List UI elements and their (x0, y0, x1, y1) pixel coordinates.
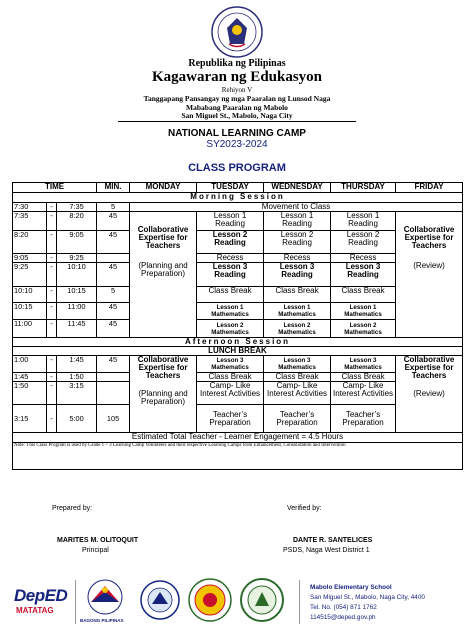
wednesday-recess: Recess (264, 254, 331, 263)
school-seal-icon (240, 578, 284, 622)
minutes (97, 254, 130, 263)
verified-title: PSDS, Naga West District 1 (283, 547, 370, 554)
time-dash: - (47, 356, 57, 373)
footer-school-name: Mabolo Elementary School (310, 584, 392, 591)
minutes: 45 (97, 303, 130, 320)
monday-morning-note: (Planning and Preparation) (138, 261, 188, 278)
time-dash: - (47, 373, 57, 382)
table-row (13, 382, 463, 405)
friday-afternoon-cell (396, 356, 463, 433)
time-from: 7:30 (13, 203, 47, 212)
minutes: 5 (97, 203, 130, 212)
time-to: 1:45 (57, 356, 97, 373)
monday-morning-cell (130, 212, 197, 338)
time-dash: - (47, 303, 57, 320)
time-dash: - (47, 231, 57, 254)
header-time: TIME (13, 183, 97, 193)
verified-label: Verified by: (287, 505, 322, 512)
table-row (13, 303, 463, 320)
verified-name: DANTE R. SANTELICES (293, 537, 373, 544)
time-dash: - (47, 382, 57, 405)
minutes: 45 (97, 356, 130, 373)
friday-morning-activity: Collaborative Expertise for Teachers (403, 225, 455, 250)
bagong-pilipinas-icon (83, 578, 127, 616)
thursday-lesson: Lesson 2 Mathematics (331, 320, 396, 338)
thursday-activity: Camp- Like Interest Activities (331, 382, 396, 405)
afternoon-session-label: Afternoon Session (13, 338, 463, 347)
wednesday-break: Class Break (264, 373, 331, 382)
header-address: San Miguel St., Mabolo, Naga City (181, 111, 293, 120)
tuesday-lesson: Lesson 2 Reading (197, 231, 264, 254)
time-dash: - (47, 254, 57, 263)
time-to: 10:10 (57, 263, 97, 287)
tuesday-lesson: Lesson 3 Reading (197, 263, 264, 287)
thursday-lesson: Lesson 1 Reading (331, 212, 396, 231)
time-from: 7:35 (13, 212, 47, 231)
movement-to-class: Movement to Class (130, 203, 463, 212)
table-row (13, 212, 463, 231)
time-to: 8:20 (57, 212, 97, 231)
time-to: 3:15 (57, 382, 97, 405)
class-program-table (12, 182, 463, 470)
minutes: 45 (97, 231, 130, 254)
tuesday-lesson: Lesson 1 Mathematics (197, 303, 264, 320)
minutes: 45 (97, 263, 130, 287)
table-row (13, 320, 463, 338)
friday-afternoon-note: (Review) (413, 389, 445, 398)
table-row (13, 287, 463, 303)
header-friday: FRIDAY (396, 183, 463, 193)
wednesday-lesson: Lesson 1 Mathematics (264, 303, 331, 320)
tuesday-lesson: Lesson 3 Mathematics (197, 356, 264, 373)
bagong-pilipinas-label: BAGONG PILIPINAS (80, 618, 124, 623)
time-from: 1:45 (13, 373, 47, 382)
minutes (97, 373, 130, 382)
wednesday-activity: Camp- Like Interest Activities (264, 382, 331, 405)
time-to: 1:50 (57, 373, 97, 382)
table-row (13, 254, 463, 263)
time-dash: - (47, 203, 57, 212)
class-program-title: CLASS PROGRAM (188, 162, 286, 174)
time-dash: - (47, 405, 57, 433)
logo-divider (75, 580, 76, 624)
thursday-lesson: Lesson 1 Mathematics (331, 303, 396, 320)
wednesday-break: Class Break (264, 287, 331, 303)
header-thursday: THURSDAY (331, 183, 396, 193)
monday-afternoon-cell (130, 356, 197, 433)
tuesday-lesson: Lesson 2 Mathematics (197, 320, 264, 338)
time-from: 1:50 (13, 382, 47, 405)
tuesday-prep: Teacher’s Preparation (197, 405, 264, 433)
table-header-row (13, 183, 463, 193)
time-dash: - (47, 212, 57, 231)
friday-morning-cell (396, 212, 463, 338)
time-from: 8:20 (13, 231, 47, 254)
header-department: Kagawaran ng Edukasyon (151, 69, 323, 85)
deped-seal-icon (211, 6, 263, 58)
friday-morning-note: (Review) (413, 261, 445, 270)
camp-title: NATIONAL LEARNING CAMP (168, 128, 306, 139)
header-min: MIN. (97, 183, 130, 193)
time-from: 9:05 (13, 254, 47, 263)
time-from: 10:10 (13, 287, 47, 303)
table-row (13, 405, 463, 433)
time-from: 11:00 (13, 320, 47, 338)
thursday-recess: Recess (331, 254, 396, 263)
matatag-logo: MATATAG (16, 606, 54, 615)
footer-email: 114515@deped.gov.ph (310, 614, 376, 621)
time-to: 11:00 (57, 303, 97, 320)
time-to: 5:00 (57, 405, 97, 433)
minutes (97, 382, 130, 405)
minutes: 105 (97, 405, 130, 433)
time-dash: - (47, 320, 57, 338)
header-tuesday: TUESDAY (197, 183, 264, 193)
monday-afternoon-note: (Planning and Preparation) (138, 389, 188, 406)
tuesday-activity: Camp- Like Interest Activities (197, 382, 264, 405)
header-school: Mababang Paaralan ng Mabolo (186, 103, 288, 112)
table-row (13, 263, 463, 287)
header-region: Rehiyon V (221, 86, 253, 94)
wednesday-lesson: Lesson 3 Mathematics (264, 356, 331, 373)
time-from: 3:15 (13, 405, 47, 433)
program-note: Note: This Class Program is used by Grade 1 – 3 Learning Camp Volunteers and their respective Learning Camps from Enhancement, Consolidation and Intervention (13, 443, 463, 470)
time-from: 10:15 (13, 303, 47, 320)
table-row (13, 356, 463, 373)
time-from: 1:00 (13, 356, 47, 373)
header-monday: MONDAY (130, 183, 197, 193)
school-year: SY2023-2024 (206, 139, 268, 150)
thursday-break: Class Break (331, 287, 396, 303)
division-seal-icon (140, 580, 180, 620)
minutes: 45 (97, 320, 130, 338)
lunch-break: LUNCH BREAK (13, 347, 463, 356)
total-engagement: Estimated Total Teacher - Learner Engagement = 4.5 Hours (13, 433, 463, 443)
wednesday-lesson: Lesson 2 Mathematics (264, 320, 331, 338)
time-from: 9:25 (13, 263, 47, 287)
thursday-lesson: Lesson 3 Reading (331, 263, 396, 287)
wednesday-lesson: Lesson 3 Reading (264, 263, 331, 287)
time-dash: - (47, 287, 57, 303)
header-divider (118, 121, 356, 122)
time-to: 11:45 (57, 320, 97, 338)
prepared-name: MARITES M. OLITOQUIT (57, 537, 139, 544)
thursday-prep: Teacher’s Preparation (331, 405, 396, 433)
header-wednesday: WEDNESDAY (264, 183, 331, 193)
time-to: 7:35 (57, 203, 97, 212)
table-row (13, 231, 463, 254)
thursday-break: Class Break (331, 373, 396, 382)
thursday-lesson: Lesson 2 Reading (331, 231, 396, 254)
time-dash: - (47, 263, 57, 287)
wednesday-prep: Teacher’s Preparation (264, 405, 331, 433)
time-to: 9:25 (57, 254, 97, 263)
table-row (13, 203, 463, 212)
tuesday-recess: Recess (197, 254, 264, 263)
thursday-lesson: Lesson 3 Mathematics (331, 356, 396, 373)
tuesday-lesson: Lesson 1 Reading (197, 212, 264, 231)
time-to: 10:15 (57, 287, 97, 303)
monday-morning-activity: Collaborative Expertise for Teachers (137, 225, 189, 250)
header-republic: Republika ng Pilipinas (188, 58, 286, 69)
deped-logo: DepED (14, 586, 68, 605)
prepared-label: Prepared by: (52, 505, 93, 512)
minutes: 5 (97, 287, 130, 303)
footer-phone: Tel. No. (054) 871 1762 (310, 604, 377, 611)
prepared-title: Principal (82, 547, 109, 554)
header-division: Tanggapang Pansangay ng mga Paaralan ng Lunsod Naga (143, 94, 331, 103)
footer (0, 572, 474, 626)
table-row (13, 373, 463, 382)
naga-city-seal-icon (188, 578, 232, 622)
monday-afternoon-activity: Collaborative Expertise for Teachers (137, 355, 189, 380)
tuesday-break: Class Break (197, 373, 264, 382)
footer-divider (299, 580, 300, 624)
footer-address: San Miguel St., Mabolo, Naga City, 4400 (310, 594, 425, 601)
morning-session-label: Morning Session (13, 193, 463, 203)
wednesday-lesson: Lesson 1 Reading (264, 212, 331, 231)
wednesday-lesson: Lesson 2 Reading (264, 231, 331, 254)
minutes: 45 (97, 212, 130, 231)
friday-afternoon-activity: Collaborative Expertise for Teachers (403, 355, 455, 380)
time-to: 9:05 (57, 231, 97, 254)
tuesday-break: Class Break (197, 287, 264, 303)
